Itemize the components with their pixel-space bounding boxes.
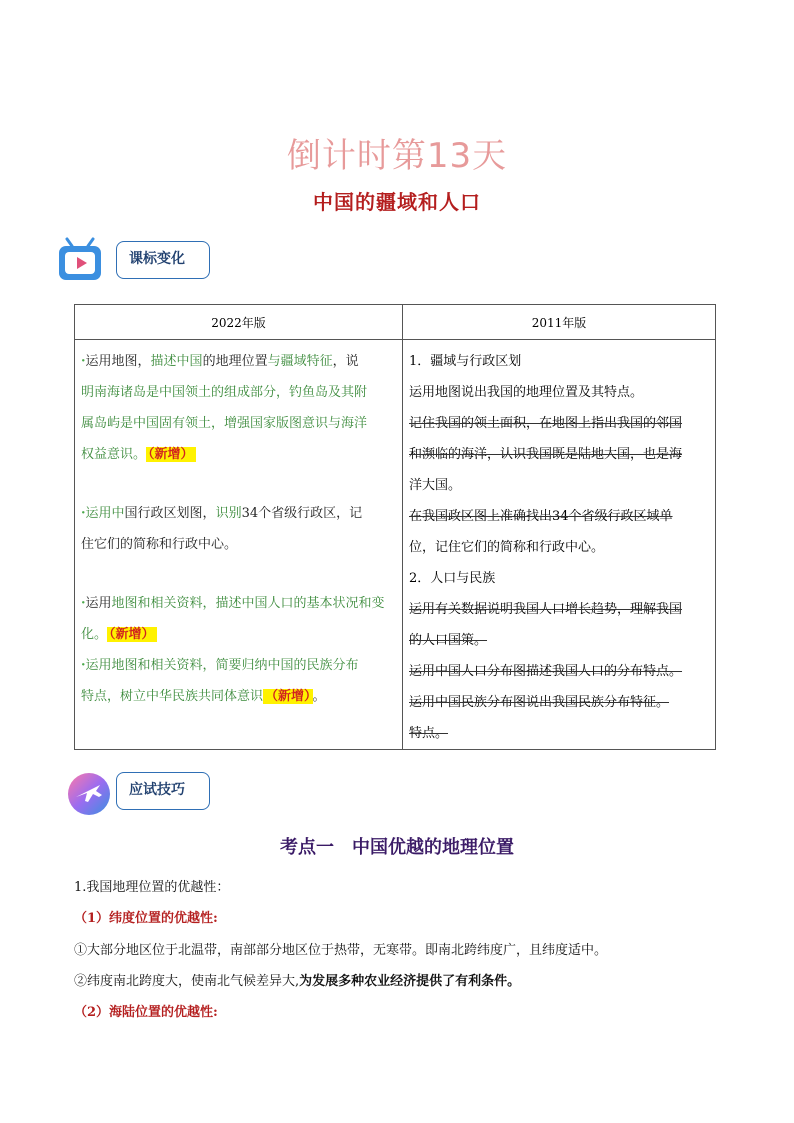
req-item-4: ·运用地图和相关资料，简要归纳中国的民族分布 特点，树立中华民族共同体意识 （新增） 。 xyxy=(81,658,359,704)
new-tag: （新增） xyxy=(265,689,311,704)
req-item-3: ·运用地图和相关资料，描述中国人口的基本状况和变 化。 （新增） xyxy=(81,596,385,642)
section-label-kebiao: 课标变化 xyxy=(116,241,210,279)
countdown-title: 倒计时第13天 xyxy=(286,136,508,176)
bullet-icon: · xyxy=(81,596,86,611)
bullet-icon: · xyxy=(81,658,86,673)
section-label-yingshi: 应试技巧 xyxy=(116,772,210,810)
bullet-icon: · xyxy=(81,354,86,369)
table-cell-2022 xyxy=(75,340,403,750)
table-header-2011: 2011年版 xyxy=(403,305,716,340)
old-heading-2: 2．人口与民族 xyxy=(409,571,496,586)
old-heading-1: 1．疆域与行政区划 xyxy=(409,354,522,369)
airplane-icon xyxy=(66,771,112,817)
new-tag: （新增） xyxy=(109,627,155,642)
bullet-icon: · xyxy=(81,506,86,521)
kaodian-title: 考点一 中国优越的地理位置 xyxy=(280,837,514,858)
para-1: 1.我国地理位置的优越性： xyxy=(74,880,230,895)
tv-icon xyxy=(57,237,103,283)
page-subtitle: 中国的疆域和人口 xyxy=(313,190,481,214)
curriculum-comparison-table xyxy=(74,304,716,750)
req-item-1: ·运用地图，描述中国的地理位置与疆域特征，说 明南海诸岛是中国领土的组成部分，钓鱼岛及其附 属岛屿是中国固有领土，增强国家版图意识与海洋 权益意识。 （新增） xyxy=(81,354,368,462)
new-tag: （新增） xyxy=(148,447,194,462)
table-header-2022: 2022年版 xyxy=(75,305,403,340)
subheading-latitude: （1）纬度位置的优越性: xyxy=(74,911,218,926)
para-3: ②纬度南北跨度大，使南北气候差异大,为发展多种农业经济提供了有利条件。 xyxy=(74,974,521,989)
req-item-2: ·运用中国行政区划图，识别34个省级行政区，记 住它们的简称和行政中心。 xyxy=(81,506,363,552)
subheading-sea-land: （2）海陆位置的优越性: xyxy=(74,1005,218,1020)
table-cell-2011: 1．疆域与行政区划 运用地图说出我国的地理位置及其特点。 记住我国的领土面积，在地图上指出我国的邻国 和濒临的海洋，认识我国既是陆地大国，也是海 洋大国。 在我国政区图上准确找出34个省级行政区域单 位，记住它们的简称和行政中心。 2．人口与民族 运用有关数据说明我国人口增长趋势，理解我国 的人口国策。 运用中国人口分布图描述我国人口的分布特点。 运用中国民族分布图说出我国民族分布特征。 特点。 xyxy=(403,340,716,750)
para-2: ①大部分地区位于北温带，南部部分地区位于热带，无寒带。即南北跨纬度广，且纬度适中。 xyxy=(74,943,608,958)
